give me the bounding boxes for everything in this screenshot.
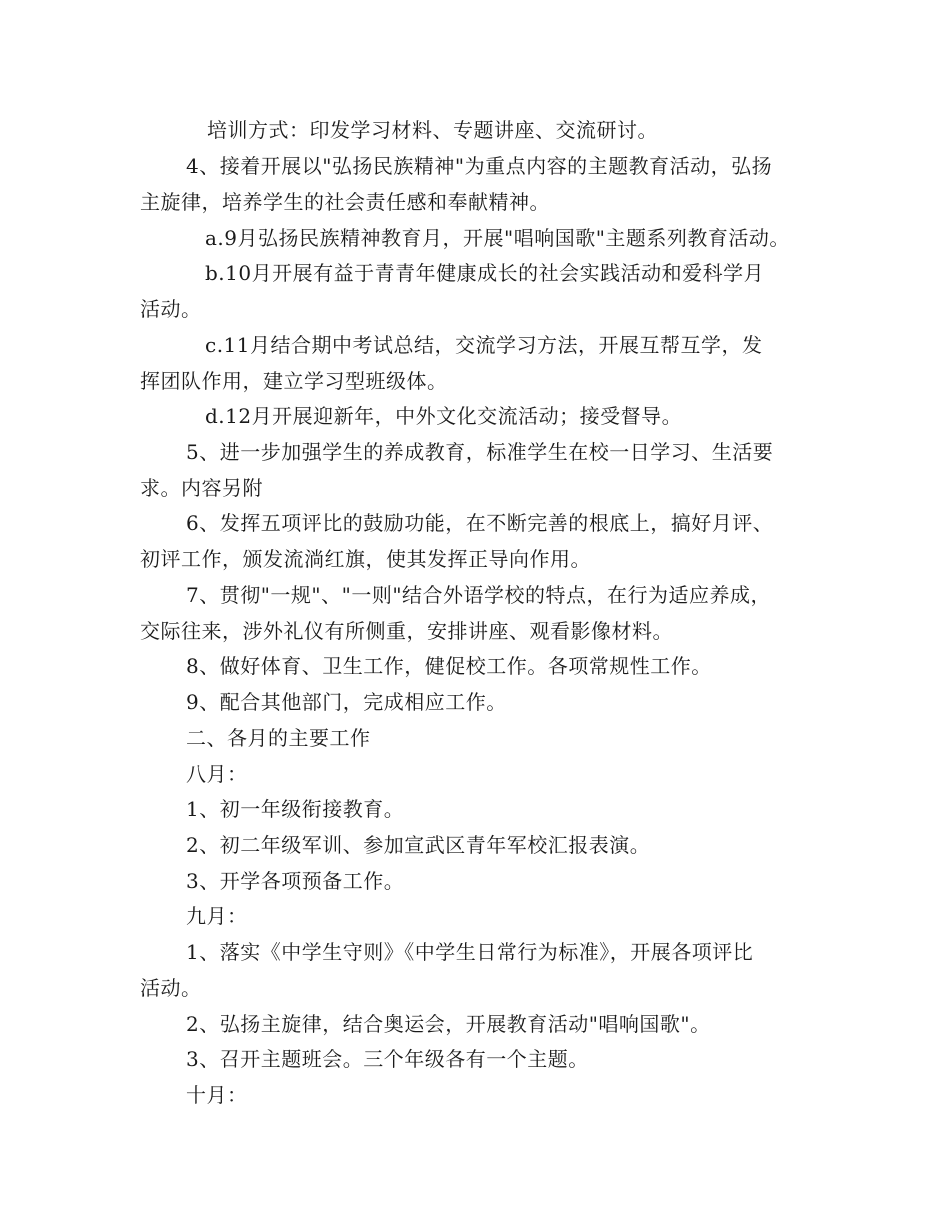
text-line: 3、开学各项预备工作。 <box>186 869 405 893</box>
text-line: 5、进一步加强学生的养成教育，标准学生在校一日学习、生活要 <box>186 440 774 464</box>
text-line: 7、贯彻"一规"、"一则"结合外语学校的特点，在行为适应养成， <box>186 583 772 607</box>
text-line: 活动。 <box>140 297 202 321</box>
text-line: d.12月开展迎新年，中外文化交流活动；接受督导。 <box>205 404 683 428</box>
text-line: 挥团队作用，建立学习型班级体。 <box>140 369 448 393</box>
month-heading: 八月： <box>186 762 248 786</box>
text-line: 2、初二年级军训、参加宣武区青年军校汇报表演。 <box>186 833 651 857</box>
text-line: 交际往来，涉外礼仪有所侧重，安排讲座、观看影像材料。 <box>140 619 673 643</box>
text-line: 3、召开主题班会。三个年级各有一个主题。 <box>186 1047 589 1071</box>
text-line: 6、发挥五项评比的鼓励功能，在不断完善的根底上，搞好月评、 <box>186 511 774 535</box>
text-line: 9、配合其他部门，完成相应工作。 <box>186 690 507 714</box>
month-heading: 九月： <box>186 904 248 928</box>
text-line: 活动。 <box>140 976 202 1000</box>
text-line: 主旋律，培养学生的社会责任感和奉献精神。 <box>140 190 550 214</box>
text-line: b.10月开展有益于青青年健康成长的社会实践活动和爱科学月 <box>205 261 765 285</box>
text-line: 2、弘扬主旋律，结合奥运会，开展教育活动"唱响国歌"。 <box>186 1012 711 1036</box>
text-line: 1、初一年级衔接教育。 <box>186 797 405 821</box>
text-line: 初评工作，颁发流淌红旗，使其发挥正导向作用。 <box>140 547 591 571</box>
text-line: 1、落实《中学生守则》《中学生日常行为标准》，开展各项评比 <box>186 940 754 964</box>
text-line: 培训方式：印发学习材料、专题讲座、交流研讨。 <box>207 118 658 142</box>
text-line: 4、接着开展以"弘扬民族精神"为重点内容的主题教育活动，弘扬 <box>186 154 773 178</box>
month-heading: 十月： <box>186 1083 248 1107</box>
text-line: c.11月结合期中考试总结，交流学习方法，开展互帮互学，发 <box>205 333 763 357</box>
section-heading: 二、各月的主要工作 <box>186 726 371 750</box>
text-line: a.9月弘扬民族精神教育月，开展"唱响国歌"主题系列教育活动。 <box>205 226 790 250</box>
text-line: 8、做好体育、卫生工作，健促校工作。各项常规性工作。 <box>186 654 712 678</box>
text-line: 求。内容另附 <box>140 476 263 500</box>
